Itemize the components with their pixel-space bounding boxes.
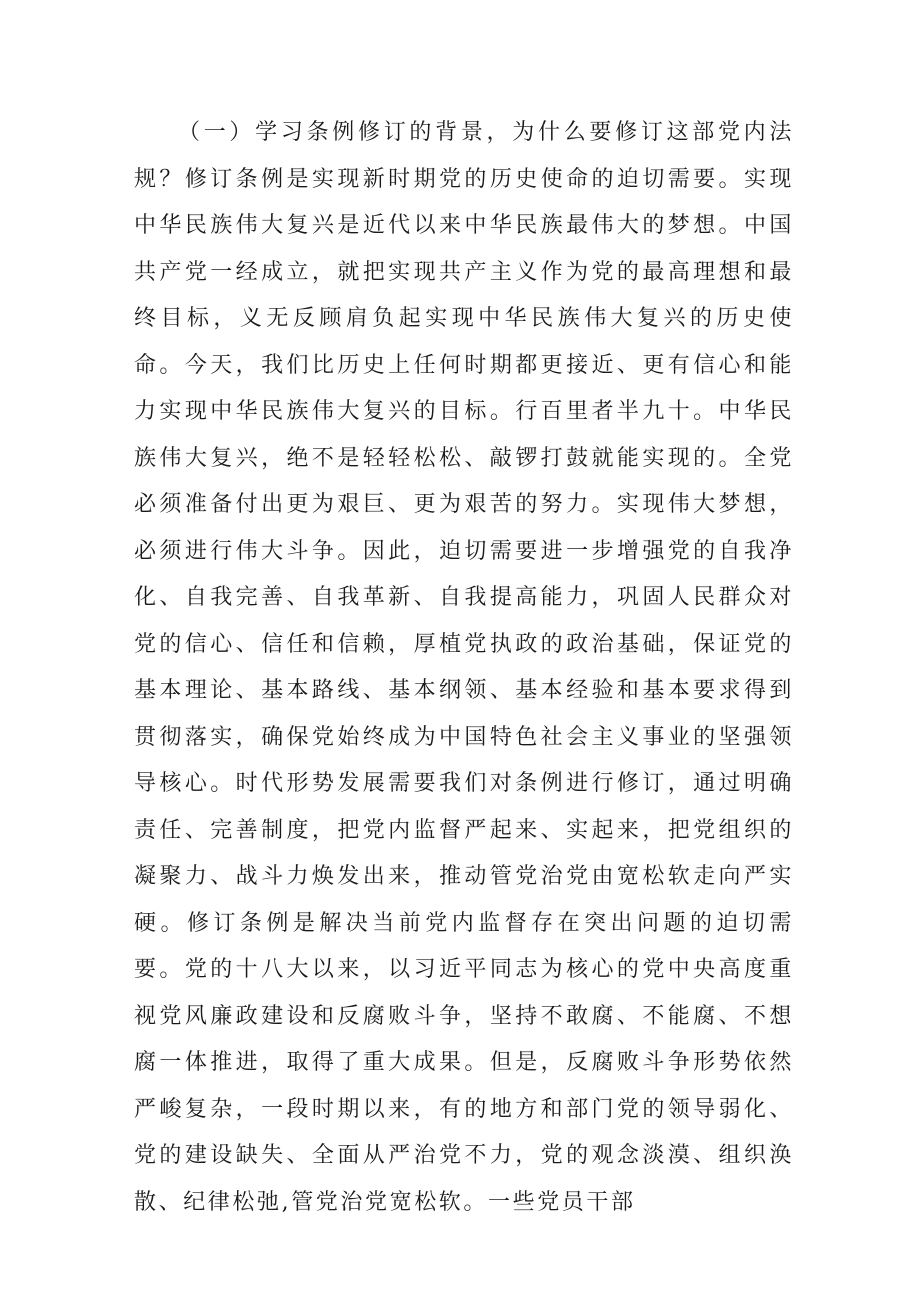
body-paragraph: （一）学习条例修订的背景，为什么要修订这部党内法规？修订条例是实现新时期党的历史使命的迫切需要。实现中华民族伟大复兴是近代以来中华民族最伟大的梦想。中国共产党一经成立，就把实现共产主义作为党的最高理想和最终目标，义无反顾肩负起实现中华民族伟大复兴的历史使命。今天，我们比历史上任何时期都更接近、更有信心和能力实现中华民族伟大复兴的目标。行百里者半九十。中华民族伟大复兴，绝不是轻轻松松、敲锣打鼓就能实现的。全党必须准备付出更为艰巨、更为艰苦的努力。实现伟大梦想，必须进行伟大斗争。因此，迫切需要进一步增强党的自我净化、自我完善、自我革新、自我提高能力，巩固人民群众对党的信心、信任和信赖，厚植党执政的政治基础，保证党的基本理论、基本路线、基本纲领、基本经验和基本要求得到贯彻落实，确保党始终成为中国特色社会主义事业的坚强领导核心。时代形势发展需要我们对条例进行修订，通过明确责任、完善制度，把党内监督严起来、实起来，把党组织的凝聚力、战斗力焕发出来，推动管党治党由宽松软走向严实硬。修订条例是解决当前党内监督存在突出问题的迫切需要。党的十八大以来，以习近平同志为核心的党中央高度重视党风廉政建设和反腐败斗争，坚持不敢腐、不能腐、不想腐一体推进，取得了重大成果。但是，反腐败斗争形势依然严峻复杂，一段时期以来，有的地方和部门党的领导弱化、党的建设缺失、全面从严治党不力，党的观念淡漠、组织涣散、纪律松弛,管党治党宽松软。一些党员干部 xyxy=(134,120,794,1215)
